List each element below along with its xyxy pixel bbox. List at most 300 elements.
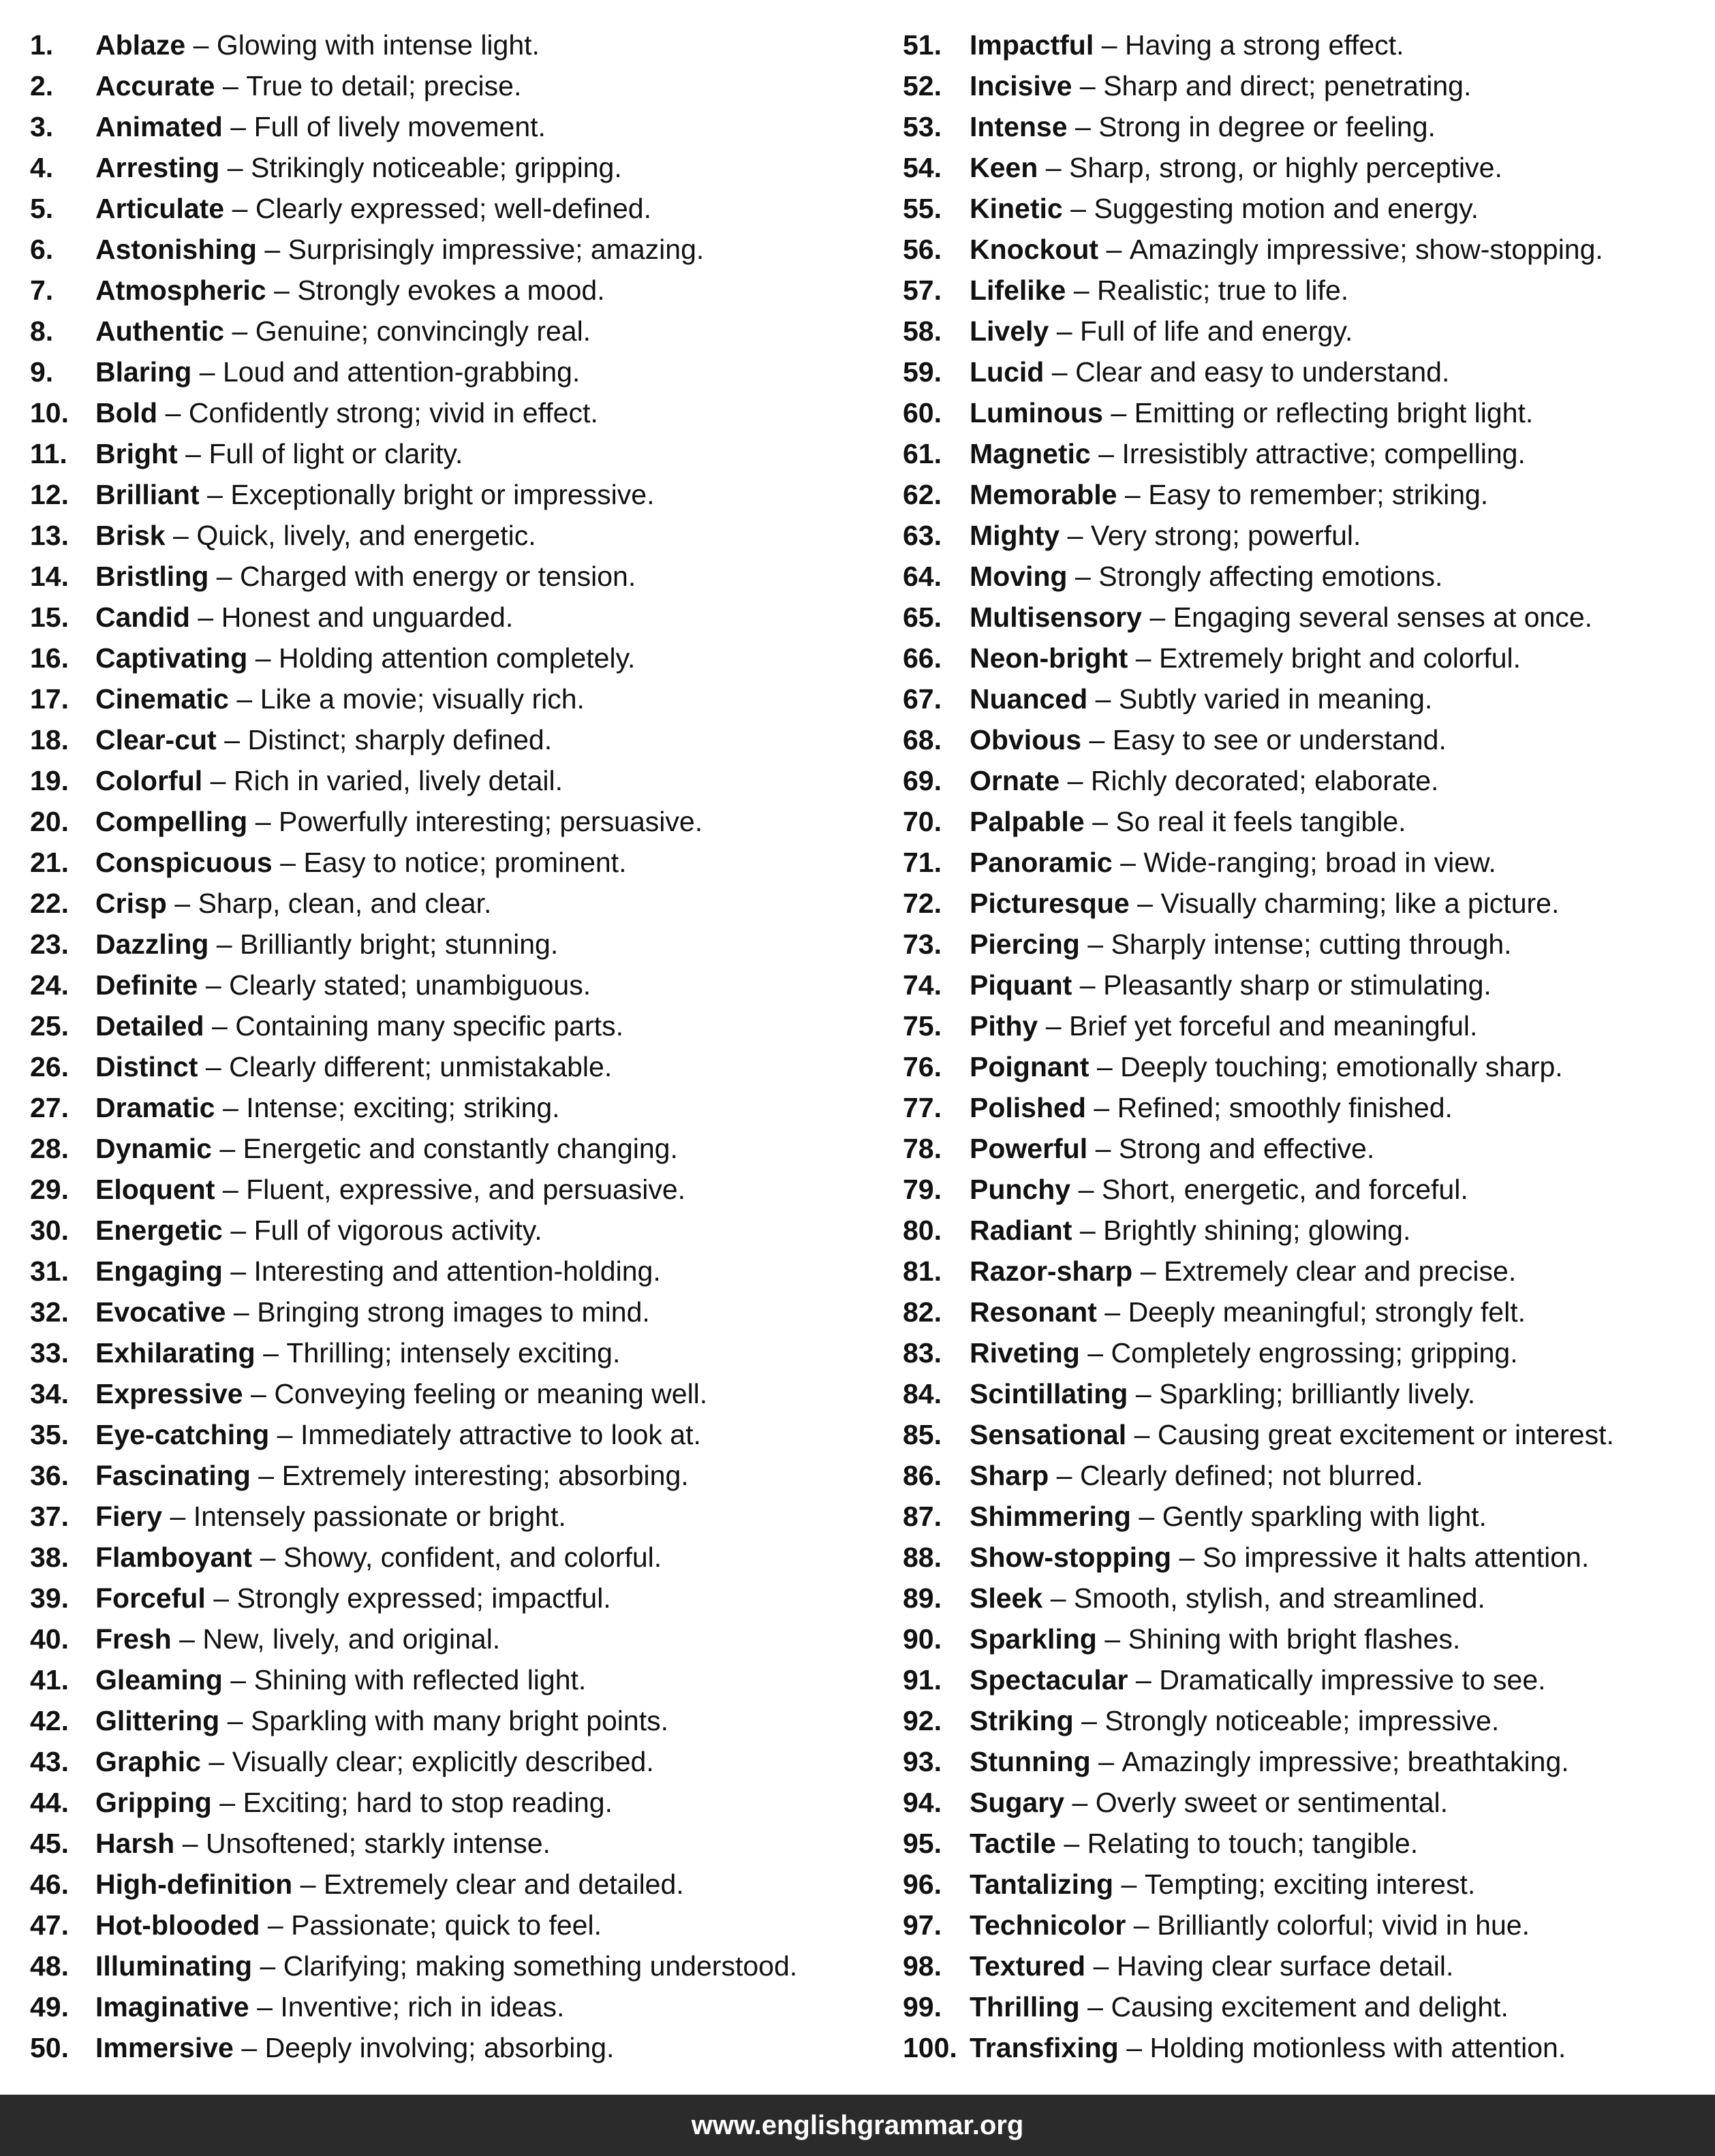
list-item	[30, 2027, 875, 2068]
item-word: Neon-bright	[970, 642, 1128, 674]
list-item	[903, 597, 1707, 638]
item-definition: Having a strong effect.	[1125, 29, 1404, 61]
item-separator: –	[1089, 724, 1105, 755]
list-item	[30, 1864, 875, 1905]
item-definition: Suggesting motion and energy.	[1094, 193, 1479, 224]
item-number: 14.	[30, 561, 69, 592]
item-separator: –	[1067, 520, 1083, 551]
item-number: 38.	[30, 1542, 69, 1573]
item-separator: –	[230, 1664, 247, 1696]
item-separator: –	[208, 1746, 225, 1777]
item-separator: –	[267, 1909, 283, 1941]
item-definition: Immediately attractive to look at.	[300, 1419, 701, 1450]
item-definition: Realistic; true to life.	[1097, 275, 1349, 306]
item-separator: –	[216, 928, 232, 960]
item-separator: –	[1111, 397, 1127, 428]
item-number: 31.	[30, 1255, 69, 1287]
item-number: 72.	[903, 888, 942, 919]
list-item	[30, 1414, 875, 1455]
item-word: Energetic	[95, 1215, 223, 1246]
item-definition: Strongly evokes a mood.	[297, 275, 605, 306]
item-separator: –	[205, 1051, 221, 1082]
item-definition: Clearly expressed; well-defined.	[255, 193, 651, 224]
item-separator: –	[173, 520, 189, 551]
item-definition: Extremely clear and detailed.	[323, 1869, 684, 1900]
list-item	[30, 433, 875, 474]
item-word: Ornate	[970, 765, 1060, 796]
item-definition: Deeply involving; absorbing.	[264, 2032, 615, 2063]
item-number: 1.	[30, 29, 54, 61]
item-number: 53.	[903, 111, 942, 142]
item-separator: –	[227, 152, 243, 183]
list-item	[903, 556, 1707, 597]
item-definition: Exceptionally bright or impressive.	[230, 479, 655, 510]
item-word: Incisive	[970, 70, 1072, 101]
item-number: 5.	[30, 193, 54, 224]
item-definition: Easy to notice; prominent.	[303, 847, 627, 878]
list-item	[903, 1700, 1707, 1741]
item-definition: Surprisingly impressive; amazing.	[288, 234, 705, 265]
item-word: Accurate	[95, 70, 215, 101]
list-item	[903, 678, 1707, 719]
item-word: Arresting	[95, 152, 220, 183]
item-word: Piercing	[970, 928, 1080, 960]
item-definition: Sparkling with many bright points.	[250, 1705, 668, 1736]
list-item	[30, 556, 875, 597]
item-separator: –	[255, 642, 271, 674]
list-item	[903, 801, 1707, 842]
item-number: 32.	[30, 1296, 69, 1328]
item-separator: –	[216, 561, 232, 592]
item-definition: Glowing with intense light.	[216, 29, 540, 61]
item-number: 65.	[903, 602, 942, 633]
item-separator: –	[1126, 2032, 1142, 2063]
item-word: Pithy	[970, 1010, 1038, 1042]
item-separator: –	[1093, 1950, 1109, 1982]
item-separator: –	[1098, 1746, 1114, 1777]
item-separator: –	[257, 1991, 273, 2022]
item-number: 10.	[30, 397, 69, 428]
item-separator: –	[1134, 1419, 1150, 1450]
list-item	[30, 351, 875, 392]
word-list-right-column	[903, 25, 1707, 2068]
item-number: 50.	[30, 2032, 69, 2063]
list-item	[30, 1905, 875, 1946]
item-word: Graphic	[95, 1746, 201, 1777]
item-definition: Subtly varied in meaning.	[1118, 683, 1433, 715]
item-separator: –	[1087, 1337, 1104, 1369]
item-separator: –	[199, 356, 215, 388]
item-number: 85.	[903, 1419, 942, 1450]
item-word: Magnetic	[970, 438, 1091, 469]
item-word: Polished	[970, 1092, 1086, 1123]
item-number: 18.	[30, 724, 69, 755]
list-item	[903, 924, 1707, 965]
item-number: 39.	[30, 1582, 69, 1614]
item-number: 3.	[30, 111, 54, 142]
item-definition: Holding attention completely.	[279, 642, 636, 674]
item-number: 89.	[903, 1582, 942, 1614]
item-definition: Smooth, stylish, and streamlined.	[1073, 1582, 1485, 1614]
list-item	[30, 1169, 875, 1210]
item-definition: Strong and effective.	[1118, 1133, 1375, 1164]
list-item	[30, 65, 875, 106]
list-item	[30, 1128, 875, 1169]
item-definition: Strong in degree or feeling.	[1098, 111, 1436, 142]
item-number: 12.	[30, 479, 69, 510]
list-item	[30, 1455, 875, 1496]
list-item	[30, 1005, 875, 1046]
item-separator: –	[236, 683, 253, 715]
item-number: 17.	[30, 683, 69, 715]
item-word: Luminous	[970, 397, 1103, 428]
item-separator: –	[241, 2032, 258, 2063]
footer-bar	[0, 2095, 1715, 2156]
item-definition: Containing many specific parts.	[235, 1010, 623, 1042]
item-definition: Sharply intense; cutting through.	[1111, 928, 1512, 960]
item-word: Poignant	[970, 1051, 1090, 1082]
item-number: 98.	[903, 1950, 942, 1982]
item-number: 7.	[30, 275, 54, 306]
item-definition: Extremely bright and colorful.	[1159, 642, 1521, 674]
item-separator: –	[227, 1705, 243, 1736]
list-item	[30, 1946, 875, 1986]
item-number: 30.	[30, 1215, 69, 1246]
item-definition: Very strong; powerful.	[1090, 520, 1361, 551]
item-definition: Sparkling; brilliantly lively.	[1159, 1378, 1476, 1409]
item-word: Eye-catching	[95, 1419, 270, 1450]
item-number: 61.	[903, 438, 942, 469]
item-definition: Thrilling; intensely exciting.	[286, 1337, 621, 1369]
list-item	[903, 1864, 1707, 1905]
item-number: 25.	[30, 1010, 69, 1042]
item-number: 64.	[903, 561, 942, 592]
item-word: Hot-blooded	[95, 1909, 260, 1941]
list-item	[30, 474, 875, 515]
list-item	[903, 1578, 1707, 1619]
item-definition: Brilliantly bright; stunning.	[240, 928, 559, 960]
item-word: Eloquent	[95, 1174, 215, 1205]
item-word: Blaring	[95, 356, 192, 388]
item-definition: Sharp and direct; penetrating.	[1103, 70, 1472, 101]
item-number: 91.	[903, 1664, 942, 1696]
item-definition: Clearly stated; unambiguous.	[229, 969, 591, 1001]
item-definition: Amazingly impressive; show-stopping.	[1129, 234, 1603, 265]
item-separator: –	[1140, 1255, 1156, 1287]
item-number: 56.	[903, 234, 942, 265]
item-word: Sensational	[970, 1419, 1127, 1450]
list-item	[903, 1414, 1707, 1455]
item-word: Bright	[95, 438, 178, 469]
item-separator: –	[230, 111, 247, 142]
item-separator: –	[251, 1378, 266, 1409]
item-number: 70.	[903, 806, 942, 837]
item-separator: –	[1064, 1828, 1080, 1859]
item-word: Sharp	[970, 1460, 1049, 1491]
list-item	[903, 351, 1707, 392]
item-number: 40.	[30, 1623, 69, 1655]
item-definition: Unsoftened; starkly intense.	[205, 1828, 551, 1859]
item-definition: Holding motionless with attention.	[1149, 2032, 1566, 2063]
list-item	[30, 760, 875, 801]
item-separator: –	[255, 806, 271, 837]
item-word: Cinematic	[95, 683, 229, 715]
item-word: Brisk	[95, 520, 166, 551]
item-separator: –	[1104, 1623, 1121, 1655]
item-definition: Loud and attention-grabbing.	[223, 356, 581, 388]
item-number: 23.	[30, 928, 69, 960]
item-number: 95.	[903, 1828, 942, 1859]
item-word: Gleaming	[95, 1664, 223, 1696]
item-number: 48.	[30, 1950, 69, 1982]
item-definition: Irresistibly attractive; compelling.	[1122, 438, 1526, 469]
item-number: 33.	[30, 1337, 69, 1369]
item-separator: –	[182, 1828, 198, 1859]
list-item	[30, 1537, 875, 1578]
item-number: 44.	[30, 1787, 69, 1818]
item-number: 45.	[30, 1828, 69, 1859]
item-word: Striking	[970, 1705, 1074, 1736]
item-definition: Genuine; convincingly real.	[255, 315, 591, 347]
list-item	[30, 1619, 875, 1659]
list-item	[903, 392, 1707, 433]
item-word: Imaginative	[95, 1991, 249, 2022]
item-definition: Fluent, expressive, and persuasive.	[246, 1174, 686, 1205]
item-separator: –	[1135, 1378, 1152, 1409]
item-number: 77.	[903, 1092, 942, 1123]
list-item	[903, 1905, 1707, 1946]
item-word: Expressive	[95, 1378, 243, 1409]
item-word: Definite	[95, 969, 198, 1001]
item-number: 27.	[30, 1092, 69, 1123]
item-number: 97.	[903, 1909, 942, 1941]
item-definition: Completely engrossing; gripping.	[1111, 1337, 1518, 1369]
item-number: 49.	[30, 1991, 69, 2022]
item-separator: –	[1075, 111, 1091, 142]
item-separator: –	[1050, 1582, 1066, 1614]
item-separator: –	[280, 847, 296, 878]
list-item	[903, 1986, 1707, 2027]
item-definition: New, lively, and original.	[202, 1623, 501, 1655]
list-item	[903, 1332, 1707, 1373]
item-number: 51.	[903, 29, 942, 61]
item-separator: –	[1135, 642, 1152, 674]
list-item	[30, 924, 875, 965]
list-item	[30, 1210, 875, 1251]
item-definition: Clearly defined; not blurred.	[1079, 1460, 1423, 1491]
item-separator: –	[1137, 888, 1153, 919]
item-number: 93.	[903, 1746, 942, 1777]
item-number: 26.	[30, 1051, 69, 1082]
list-item	[903, 433, 1707, 474]
list-item	[30, 1373, 875, 1414]
item-separator: –	[274, 275, 290, 306]
item-separator: –	[174, 888, 191, 919]
item-word: Gripping	[95, 1787, 212, 1818]
item-separator: –	[219, 1787, 236, 1818]
list-item	[903, 965, 1707, 1005]
item-word: Palpable	[970, 806, 1085, 837]
item-number: 8.	[30, 315, 54, 347]
item-number: 81.	[903, 1255, 942, 1287]
item-separator: –	[233, 1296, 249, 1328]
item-word: Obvious	[970, 724, 1082, 755]
item-number: 99.	[903, 1991, 942, 2022]
item-definition: Brightly shining; glowing.	[1103, 1215, 1411, 1246]
word-list-left-column	[30, 25, 875, 2068]
item-number: 88.	[903, 1542, 942, 1573]
item-separator: –	[1087, 1991, 1103, 2022]
item-number: 63.	[903, 520, 942, 551]
item-number: 75.	[903, 1010, 942, 1042]
item-definition: Dramatically impressive to see.	[1159, 1664, 1546, 1696]
item-definition: Conveying feeling or meaning well.	[274, 1378, 708, 1409]
item-definition: Clear and easy to understand.	[1075, 356, 1450, 388]
item-definition: Showy, confident, and colorful.	[283, 1542, 662, 1573]
item-definition: Intensely passionate or bright.	[193, 1501, 566, 1532]
item-separator: –	[230, 1215, 247, 1246]
item-definition: Like a movie; visually rich.	[260, 683, 585, 715]
item-separator: –	[219, 1133, 236, 1164]
list-item	[903, 1455, 1707, 1496]
item-separator: –	[1079, 1215, 1096, 1246]
item-separator: –	[1067, 765, 1083, 796]
item-separator: –	[258, 1460, 275, 1491]
item-separator: –	[179, 1623, 195, 1655]
item-word: Clear-cut	[95, 724, 217, 755]
item-word: Astonishing	[95, 234, 257, 265]
list-item	[30, 1659, 875, 1700]
item-separator: –	[1098, 438, 1114, 469]
item-word: High-definition	[95, 1869, 293, 1900]
item-definition: True to detail; precise.	[246, 70, 522, 101]
item-separator: –	[1101, 29, 1117, 61]
item-word: Dramatic	[95, 1092, 215, 1123]
item-definition: Quick, lively, and energetic.	[196, 520, 536, 551]
list-item	[903, 1741, 1707, 1782]
item-definition: Honest and unguarded.	[221, 602, 514, 633]
item-number: 66.	[903, 642, 942, 674]
item-definition: Extremely interesting; absorbing.	[281, 1460, 689, 1491]
list-item	[30, 270, 875, 311]
item-word: Nuanced	[970, 683, 1088, 715]
item-word: Keen	[970, 152, 1038, 183]
item-number: 16.	[30, 642, 69, 674]
item-definition: Strongly expressed; impactful.	[236, 1582, 611, 1614]
item-number: 29.	[30, 1174, 69, 1205]
list-item	[30, 801, 875, 842]
item-number: 13.	[30, 520, 69, 551]
item-number: 42.	[30, 1705, 69, 1736]
item-number: 62.	[903, 479, 942, 510]
item-number: 55.	[903, 193, 942, 224]
item-number: 47.	[30, 1909, 69, 1941]
item-separator: –	[300, 1869, 316, 1900]
item-word: Bristling	[95, 561, 209, 592]
item-definition: Deeply touching; emotionally sharp.	[1120, 1051, 1563, 1082]
list-item	[30, 1087, 875, 1128]
item-number: 58.	[903, 315, 942, 347]
item-number: 22.	[30, 888, 69, 919]
item-word: Thrilling	[970, 1991, 1080, 2022]
item-definition: Powerfully interesting; persuasive.	[278, 806, 703, 837]
item-definition: Deeply meaningful; strongly felt.	[1128, 1296, 1526, 1328]
item-word: Evocative	[95, 1296, 226, 1328]
item-number: 76.	[903, 1051, 942, 1082]
list-item	[903, 1128, 1707, 1169]
item-number: 69.	[903, 765, 942, 796]
item-separator: –	[1072, 1787, 1088, 1818]
item-number: 2.	[30, 70, 54, 101]
list-item	[903, 1659, 1707, 1700]
item-separator: –	[222, 70, 238, 101]
item-number: 43.	[30, 1746, 69, 1777]
item-number: 90.	[903, 1623, 942, 1655]
item-number: 82.	[903, 1296, 942, 1328]
list-item	[30, 1700, 875, 1741]
item-separator: –	[1120, 847, 1136, 878]
item-word: Scintillating	[970, 1378, 1128, 1409]
item-separator: –	[1139, 1501, 1155, 1532]
item-word: Intense	[970, 111, 1068, 142]
item-word: Captivating	[95, 642, 248, 674]
item-separator: –	[1124, 479, 1141, 510]
item-number: 34.	[30, 1378, 69, 1409]
list-item	[903, 65, 1707, 106]
item-word: Crisp	[95, 888, 167, 919]
item-separator: –	[224, 724, 240, 755]
item-word: Moving	[970, 561, 1068, 592]
item-number: 21.	[30, 847, 69, 878]
item-word: Glittering	[95, 1705, 220, 1736]
item-word: Multisensory	[970, 602, 1142, 633]
item-definition: Inventive; rich in ideas.	[280, 1991, 565, 2022]
item-definition: Shining with bright flashes.	[1128, 1623, 1461, 1655]
item-word: Dazzling	[95, 928, 209, 960]
list-item	[903, 760, 1707, 801]
list-item	[30, 678, 875, 719]
item-word: Colorful	[95, 765, 203, 796]
item-separator: –	[260, 1542, 276, 1573]
item-number: 6.	[30, 234, 54, 265]
item-separator: –	[1149, 602, 1166, 633]
item-number: 52.	[903, 70, 942, 101]
item-word: Animated	[95, 111, 223, 142]
item-word: Candid	[95, 602, 190, 633]
item-definition: Strongly noticeable; impressive.	[1104, 1705, 1500, 1736]
item-definition: Confidently strong; vivid in effect.	[188, 397, 598, 428]
list-item	[903, 2027, 1707, 2068]
item-word: Fresh	[95, 1623, 172, 1655]
item-word: Panoramic	[970, 847, 1113, 878]
item-word: Kinetic	[970, 193, 1063, 224]
item-separator: –	[260, 1950, 276, 1982]
item-separator: –	[205, 969, 221, 1001]
list-item	[30, 229, 875, 270]
item-number: 73.	[903, 928, 942, 960]
item-separator: –	[1045, 1010, 1062, 1042]
item-separator: –	[207, 479, 223, 510]
item-word: Shimmering	[970, 1501, 1131, 1532]
item-separator: –	[277, 1419, 293, 1450]
item-separator: –	[1092, 806, 1108, 837]
item-separator: –	[165, 397, 181, 428]
item-separator: –	[170, 1501, 186, 1532]
item-definition: So impressive it halts attention.	[1202, 1542, 1590, 1573]
item-number: 20.	[30, 806, 69, 837]
list-item	[30, 392, 875, 433]
item-number: 87.	[903, 1501, 942, 1532]
